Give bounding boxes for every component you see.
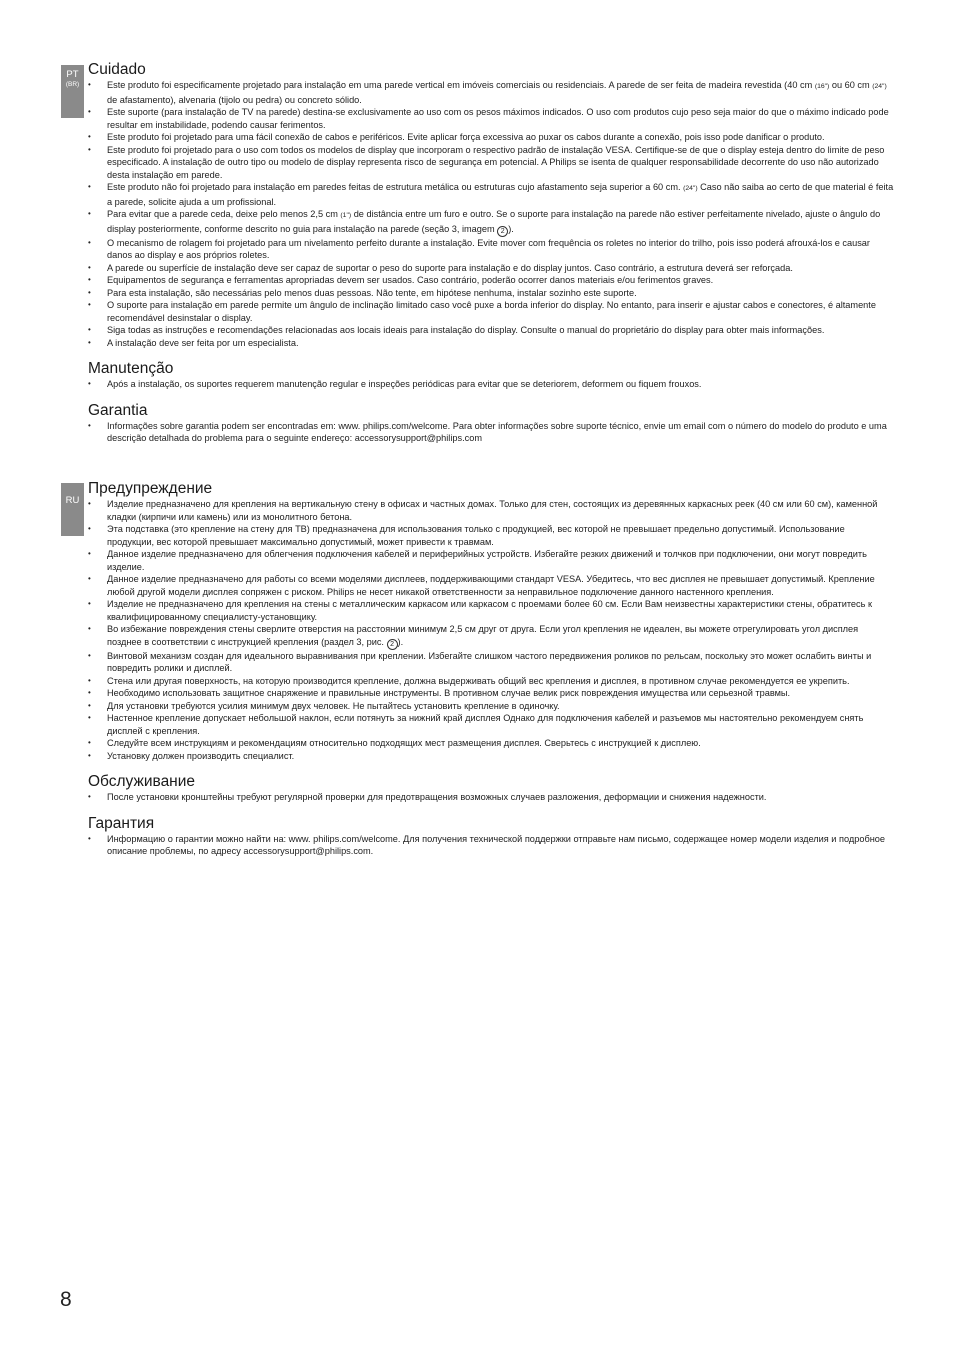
list-item [88, 79, 894, 106]
list-item [88, 181, 894, 208]
item-text: Информацию о гарантии можно найти на: www. philips.com/welcome. Для получения технической поддержки отправьте нам письмо, содержащее номер модели изделия и подробное описание проблемы, по адресу accessorysupport@philips.com. [107, 833, 885, 856]
list-item [88, 131, 894, 144]
maintenance-heading-pt: Manutenção [88, 360, 174, 377]
item-text: Изделие не предназначено для крепления на стены с металлическим каркасом или каркасом с проемами более 60 см. Если Вам неизвестны характеристики стены, обратитесь к квалифицированному специалисту-установщику. [107, 599, 872, 622]
list-item [88, 299, 894, 324]
language-tab-ru [61, 483, 84, 536]
list-item [88, 324, 894, 337]
list-item [88, 833, 894, 858]
list-item [88, 144, 894, 182]
list-item [88, 378, 894, 391]
list-item [88, 791, 894, 804]
item-text: Este produto não foi projetado para instalação em paredes feitas de estrutura metálica ou estruturas cujo afastamento seja superior a 60 cm. [107, 182, 684, 192]
figure-reference: 2 [387, 639, 398, 650]
section-ru [88, 480, 894, 858]
list-item [88, 700, 894, 713]
list-item [88, 106, 894, 131]
item-text: Este produto foi projetado para o uso com todos os modelos de display que incorporam o respectivo padrão de instalação VESA. Certifique-se de que o display esteja dentro do limite de peso especificado. A instalação de outro tipo ou modelo de display representa risco de segurança em potencial. A Philips se isenta de qualquer responsabilidade decorrente do uso não autorizado desta instalação em parede. [107, 144, 885, 180]
list-item [88, 208, 894, 237]
item-text: Стена или другая поверхность, на которую производится крепление, должна выдерживать общий вес крепления и дисплея, в противном случае рекомендуется ее укрепить. [107, 675, 850, 686]
list-item [88, 237, 894, 262]
item-text: A parede ou superfície de instalação deve ser capaz de suportar o peso do suporte para instalação e do display juntos. Caso contrário, a estrutura deverá ser reforçada. [107, 262, 793, 273]
item-text: Эта подставка (это крепление на стену для ТВ) предназначена для использования только с продукцией, вес которой не превышает предельно допустимый. Использование продукции, вес которой превышает максимально допустимый, может привести к травмам. [107, 524, 845, 547]
list-item [88, 712, 894, 737]
maintenance-heading-ru: Обслуживание [88, 773, 196, 790]
list-item [88, 262, 894, 275]
inch-measurement: (16") [814, 83, 830, 90]
item-text: Para evitar que a parede ceda, deixe pelo menos 2,5 cm [107, 209, 341, 219]
list-item [88, 274, 894, 287]
caution-heading-pt: Cuidado [88, 61, 146, 78]
list-item [88, 687, 894, 700]
item-text: Винтовой механизм создан для идеального выравнивания при креплении. Избегайте слишком частого передвижения роликов по рельсам, поскольку это может ослабить винты и повредить ролики и дисплей. [107, 650, 872, 673]
list-item [88, 675, 894, 688]
list-item [88, 737, 894, 750]
item-text: Необходимо использовать защитное снаряжение и правильные инструменты. В противном случае велик риск повреждения имущества или серьезной травмы. [107, 688, 791, 698]
item-text: Данное изделие предназначено для облегчения подключения кабелей и периферийных устройств. Избегайте резких движений и толчков при подключении, они могут повредить изделие. [107, 549, 867, 572]
caution-heading-ru: Предупреждение [88, 480, 213, 497]
warranty-list-pt [88, 420, 894, 445]
language-region: (BR) [65, 81, 80, 88]
item-text: Установку должен производить специалист. [107, 750, 295, 761]
list-item [88, 420, 894, 445]
item-text: Este produto foi especificamente projetado para instalação em uma parede vertical em imóveis comerciais ou residenciais. A parede de ser feita de madeira revestida (40 cm [107, 80, 815, 90]
list-item [88, 623, 894, 650]
caution-list-ru [88, 498, 894, 762]
item-text: Para esta instalação, são necessárias pelo menos duas pessoas. Não tente, em hipótese nenhuma, instalar sozinho este suporte. [107, 287, 637, 298]
warranty-heading-pt: Garantia [88, 401, 148, 419]
inch-measurement: (1") [340, 212, 352, 219]
maintenance-list-ru [88, 791, 894, 804]
item-text: Caso não saiba ao certo de que material é feita a parede, solicite ajuda a um profissional. [107, 182, 894, 207]
list-item [88, 287, 894, 300]
item-text: A instalação deve ser feita por um especialista. [107, 337, 299, 348]
list-item [88, 573, 894, 598]
item-text: ou 60 cm [829, 80, 873, 90]
page-number: 8 [60, 1288, 72, 1311]
item-text: Настенное крепление допускает небольшой наклон, если потянуть за нижний край дисплея Однако для подключения кабелей и разъемов мы настоятельно рекомендуем снять дисплей с крепления. [107, 713, 864, 736]
warranty-list-ru [88, 833, 894, 858]
item-text: Следуйте всем инструкциям и рекомендациям относительно подходящих мест размещения дисплея. Сверьтесь с инструкцией к дисплею. [107, 738, 701, 748]
item-text: Após a instalação, os suportes requerem manutenção regular e inspeções periódicas para evitar que se deteriorem, deformem ou fiquem frouxos. [107, 379, 702, 389]
item-text: Во избежание повреждения стены сверлите отверстия на расстоянии минимум 2,5 см друг от друга. Если угол крепления не идеален, вы можете отрегулировать угол дисплея позднее в соответствии с инструкцией крепления (раздел 3, рис. [107, 624, 859, 647]
inch-measurement: (24") [872, 83, 887, 90]
list-item [88, 523, 894, 548]
list-item [88, 750, 894, 763]
item-text: de afastamento), alvenaria (tijolo ou pedra) ou concreto sólido. [107, 94, 362, 105]
item-text: ). [397, 636, 404, 647]
item-text: Siga todas as instruções e recomendações relacionadas aos locais ideais para instalação do display. Consulte o manual do proprietário do display para obter mais informações. [107, 325, 825, 335]
item-text: Informações sobre garantia podem ser encontradas em: www. philips.com/welcome. Para obter informações sobre suporte técnico, envie um email com o número do modelo do produto e uma descrição detalhada do problema para o seguinte endereço: accessorysupport@philips.com [107, 420, 887, 443]
list-item [88, 498, 894, 523]
caution-list-pt [88, 79, 894, 349]
warranty-heading-ru: Гарантия [88, 814, 155, 832]
figure-reference: 2 [497, 226, 508, 237]
item-text: O mecanismo de rolagem foi projetado para um nivelamento perfeito durante a instalação. Evite mover com frequência os roletes no interior do trilho, pois isso poderá afrouxá-los e causar danos ao display e aos próprios roletes. [107, 237, 870, 260]
item-text: ). [508, 223, 514, 234]
list-item [88, 548, 894, 573]
item-text: Изделие предназначено для крепления на вертикальную стену в офисах и частных домах. Только для стен, состоящих из деревянных каркасных реек (40 см или 60 см), каменной кладки (кирпичи или камень) или из монолитного бетона. [107, 499, 878, 522]
item-text: Este produto foi projetado para uma fácil conexão de cabos e periféricos. Evite aplicar força excessiva ao puxar os cabos durante a conexão, pois isso pode danificar o produto. [107, 132, 825, 142]
item-text: Equipamentos de segurança e ferramentas apropriadas devem ser usados. Caso contrário, poderão ocorrer danos materiais e/ou ferimentos graves. [107, 275, 714, 285]
section-pt [88, 61, 894, 445]
maintenance-list-pt [88, 378, 894, 391]
list-item [88, 650, 894, 675]
item-text: O suporte para instalação em parede permite um ângulo de inclinação limitado caso você puxe a borda inferior do display. No entanto, para inserir e ajustar cabos e conectores, é altamente recomendável desinstalar o display. [107, 300, 876, 323]
item-text: Este suporte (para instalação de TV na parede) destina-se exclusivamente ao uso com os pesos máximos indicados. O uso com produtos cujo peso seja maior do que o máximo indicado pode resultar em instabilidade, podendo causar ferimentos. [107, 107, 889, 130]
language-code: PT [66, 69, 79, 80]
language-tab-pt [61, 65, 84, 118]
inch-measurement: (24") [683, 185, 698, 192]
item-text: Для установки требуются усилия минимум двух человек. Не пытайтесь установить крепление в одиночку. [107, 700, 560, 711]
item-text: de distância entre um furo e outro. Se o suporte para instalação na parede não estiver perfeitamente nivelado, ajuste o ângulo do display posteriormente, conforme descrito no guia para instalação na parede (seção 3, imagem [107, 209, 881, 234]
item-text: После установки кронштейны требуют регулярной проверки для предотвращения возможных случаев разложения, деформации и снижения надежности. [107, 792, 767, 802]
list-item [88, 337, 894, 350]
item-text: Данное изделие предназначено для работы со всеми моделями дисплеев, поддерживающими стандарт VESA. Убедитесь, что вес дисплея не превышает допустимый. Крепление любой другой модели дисплея сопряжен с риском. Philips не несет никакой ответственности за неправильное подключение данного настенного крепления. [107, 574, 875, 597]
list-item [88, 598, 894, 623]
language-code: RU [65, 495, 80, 506]
